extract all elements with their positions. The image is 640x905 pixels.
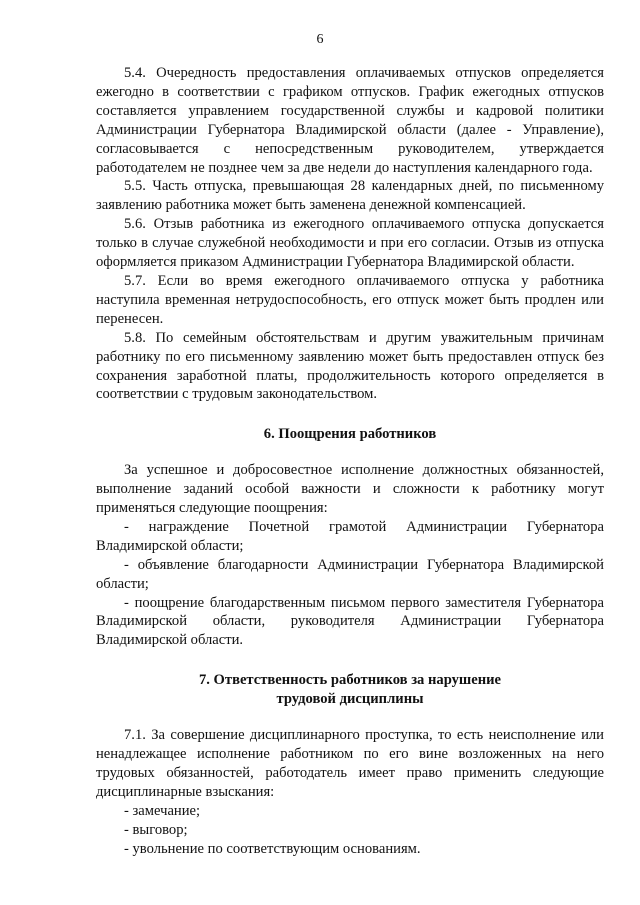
penalty-item: - выговор; bbox=[124, 821, 188, 838]
reward-item: - поощрение благодарственным письмом первого заместителя Губернатора Владимирской области, руководителя Администрации Губернатора Владимирской области. bbox=[96, 594, 604, 649]
section-6-intro: За успешное и добросовестное исполнение должностных обязанностей, выполнение заданий особой важности и сложности к работнику могут применяться следующие поощрения: bbox=[96, 462, 604, 517]
spacer bbox=[96, 404, 604, 425]
spacer bbox=[96, 650, 604, 671]
penalty-item: - замечание; bbox=[124, 802, 201, 819]
paragraph-7-1: 7.1. За совершение дисциплинарного проступка, то есть неисполнение или ненадлежащее исполнение работником по его вине возложенных на него трудовых обязанностей, работодатель имеет право применить следующие дисциплинарные взыскания: bbox=[96, 727, 604, 800]
page-content bbox=[96, 64, 604, 858]
spacer bbox=[96, 444, 604, 461]
page-number: 6 bbox=[316, 32, 324, 47]
reward-item: - объявление благодарности Администрации Губернатора Владимирской области; bbox=[96, 556, 604, 592]
section-6-heading: 6. Поощрения работников bbox=[263, 426, 437, 443]
paragraph-5-8: 5.8. По семейным обстоятельствам и другим уважительным причинам работнику по его письменному заявлению может быть предоставлен отпуск без сохранения заработной платы, продолжительность которого определяется в соответствии с трудовым законодательством. bbox=[96, 329, 604, 403]
paragraph-5-6: 5.6. Отзыв работника из ежегодного оплачиваемого отпуска допускается только в случае служебной необходимости и при его согласии. Отзыв из отпуска оформляется приказом Администрации Губернатора Владимирской области. bbox=[96, 216, 604, 271]
paragraph-5-7: 5.7. Если во время ежегодного оплачиваемого отпуска у работника наступила временная нетрудоспособность, его отпуск может быть продлен или перенесен. bbox=[96, 272, 604, 327]
paragraph-5-5: 5.5. Часть отпуска, превышающая 28 календарных дней, по письменному заявлению работника может быть заменена денежной компенсацией. bbox=[96, 178, 604, 214]
paragraph-5-4: 5.4. Очередность предоставления оплачиваемых отпусков определяется ежегодно в соответствии с графиком отпусков. График ежегодных отпусков составляется управлением государственной службы и кадровой политики Администрации Губернатора Владимирской области (далее - Управление), согласовывается с непосредственным руководителем, утверждается работодателем не позднее чем за две недели до наступления календарного года. bbox=[96, 65, 604, 176]
penalty-item: - увольнение по соответствующим основаниям. bbox=[124, 840, 421, 857]
reward-item: - награждение Почетной грамотой Администрации Губернатора Владимирской области; bbox=[96, 518, 604, 554]
section-7-heading-line2: трудовой дисциплины bbox=[276, 691, 424, 708]
spacer bbox=[96, 709, 604, 726]
section-7-heading-line1: 7. Ответственность работников за нарушение bbox=[198, 672, 502, 689]
